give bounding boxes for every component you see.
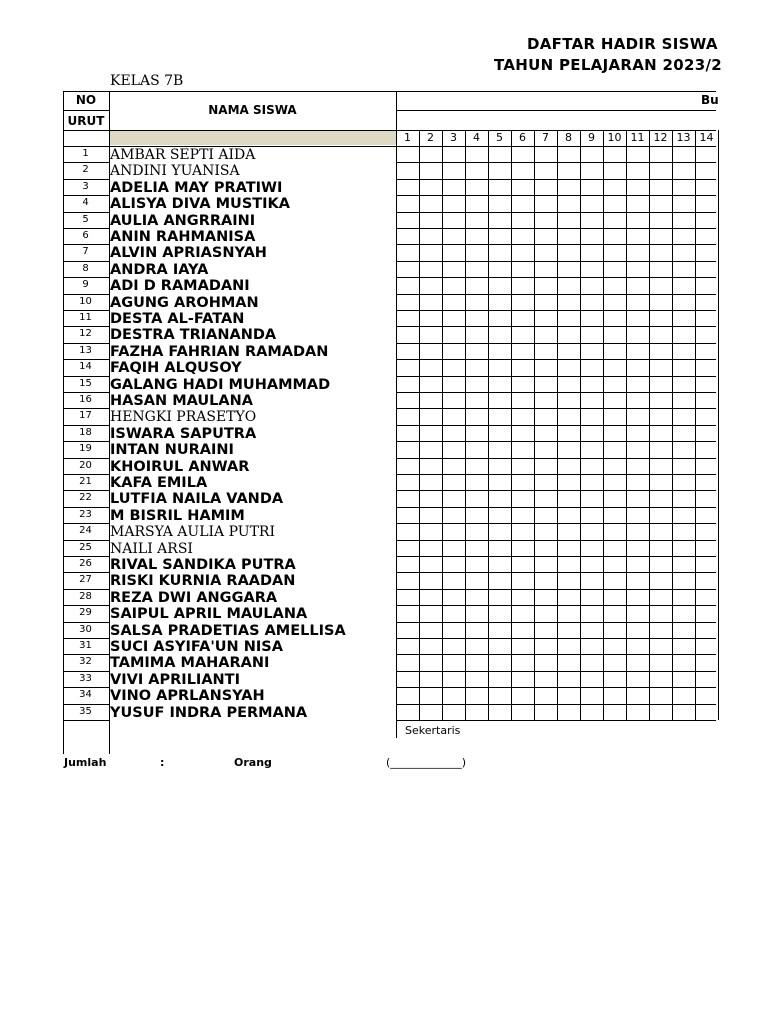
student-name: VINO APRLANSYAH: [110, 688, 265, 705]
row-number: 20: [79, 459, 92, 471]
row-line-days: [396, 572, 716, 573]
header-shade-strip: [109, 130, 396, 145]
row-number: 23: [79, 508, 92, 520]
row-line-days: [396, 458, 716, 459]
day-number: 9: [588, 131, 595, 144]
row-line-days: [396, 294, 716, 295]
row-line-days: [396, 310, 716, 311]
student-name: REZA DWI ANGGARA: [110, 589, 278, 606]
row-line-no: [63, 244, 109, 245]
footer-signature-line: (_____________): [386, 756, 467, 769]
row-number: 29: [79, 607, 92, 619]
student-name: AULIA ANGRRAINI: [110, 212, 256, 229]
student-name: DESTRA TRIANANDA: [110, 327, 277, 344]
row-line-no: [63, 408, 109, 409]
day-number: 5: [496, 131, 503, 144]
row-line-days: [396, 523, 716, 524]
no-urut-divider: [63, 110, 109, 111]
student-name: VIVI APRILIANTI: [110, 671, 240, 688]
row-number: 2: [82, 164, 89, 176]
student-name: KAFA EMILA: [110, 475, 208, 491]
footer-orang-label: Orang: [234, 756, 272, 769]
table-top-border: [63, 91, 716, 92]
day-number: 14: [699, 131, 714, 144]
row-number: 24: [79, 525, 92, 537]
row-line-days: [396, 704, 716, 705]
row-line-no: [63, 605, 109, 606]
row-line-no: [63, 474, 109, 475]
row-line-days: [396, 359, 716, 360]
day-number: 8: [565, 131, 572, 144]
student-name: RISKI KURNIA RAADAN: [110, 573, 296, 590]
row-line-days: [396, 622, 716, 623]
footer-sekertaris-label: Sekertaris: [405, 724, 461, 737]
row-line-days: [396, 671, 716, 672]
row-number: 12: [79, 328, 92, 340]
title-line-1: DAFTAR HADIR SISWA: [527, 35, 718, 53]
row-line-no: [63, 523, 109, 524]
row-line-no: [63, 687, 109, 688]
row-number: 16: [79, 394, 92, 405]
row-line-days: [396, 474, 716, 475]
row-number: 9: [82, 279, 89, 291]
row-line-days: [396, 720, 716, 721]
row-number: 8: [82, 262, 89, 274]
row-line-days: [396, 540, 716, 541]
row-line-no: [63, 228, 109, 229]
row-number: 30: [79, 623, 92, 635]
student-name: M BISRIL HAMIM: [110, 507, 245, 524]
row-number: 22: [79, 492, 92, 504]
row-line-days: [396, 441, 716, 442]
row-line-days: [396, 687, 716, 688]
student-name: NAILI ARSI: [110, 540, 193, 557]
row-number: 18: [79, 426, 92, 438]
header-nama-siswa: NAMA SISWA: [208, 103, 297, 117]
row-number: 19: [79, 443, 92, 455]
student-name: SALSA PRADETIAS AMELLISA: [110, 622, 346, 639]
day-number: 10: [607, 131, 622, 144]
row-number: 5: [82, 213, 89, 225]
row-line-days: [396, 179, 716, 180]
title-line-2: TAHUN PELAJARAN 2023/2: [494, 56, 722, 74]
student-name: ANIN RAHMANISA: [110, 229, 256, 245]
row-line-days: [396, 392, 716, 393]
row-line-no: [63, 326, 109, 327]
row-line-days: [396, 244, 716, 245]
header-bulan: Bu: [701, 93, 719, 107]
row-line-no: [63, 310, 109, 311]
header-urut: URUT: [67, 114, 105, 128]
student-name: ADELIA MAY PRATIWI: [110, 179, 283, 196]
row-line-no: [63, 490, 109, 491]
row-line-days: [396, 425, 716, 426]
row-line-days: [396, 343, 716, 344]
row-number: 6: [82, 230, 89, 241]
row-line-no: [63, 162, 109, 163]
row-line-no: [63, 195, 109, 196]
row-line-days: [396, 162, 716, 163]
row-line-days: [396, 605, 716, 606]
name-column-right-border: [396, 91, 397, 738]
row-number: 17: [79, 410, 92, 422]
header-no: NO: [75, 93, 97, 107]
student-name: AGUNG AROHMAN: [110, 294, 259, 311]
row-number: 25: [79, 541, 92, 553]
student-name: ANDRA IAYA: [110, 261, 209, 278]
student-name: LUTFIA NAILA VANDA: [110, 491, 284, 508]
student-name: MARSYA AULIA PUTRI: [110, 524, 275, 541]
row-line-no: [63, 572, 109, 573]
student-name: GALANG HADI MUHAMMAD: [110, 376, 331, 393]
day-number: 2: [427, 131, 434, 144]
student-name: DESTA AL-FATAN: [110, 311, 245, 327]
student-name: ALISYA DIVA MUSTIKA: [110, 196, 291, 213]
footer-colon: :: [160, 756, 165, 769]
row-number: 4: [82, 197, 89, 209]
row-number: 35: [79, 705, 92, 717]
row-number: 14: [79, 361, 92, 373]
student-name: INTAN NURAINI: [110, 442, 234, 459]
row-line-days: [396, 490, 716, 491]
row-line-days: [396, 228, 716, 229]
student-name: ADI D RAMADANI: [110, 278, 250, 295]
row-line-days: [396, 195, 716, 196]
row-line-days: [396, 261, 716, 262]
student-name: TAMIMA MAHARANI: [110, 655, 270, 672]
day-number: 6: [519, 131, 526, 144]
row-line-no: [63, 441, 109, 442]
row-number: 27: [79, 574, 92, 586]
row-number: 7: [82, 246, 89, 258]
row-line-days: [396, 556, 716, 557]
student-name: SAIPUL APRIL MAULANA: [110, 606, 308, 623]
row-number: 21: [79, 476, 92, 487]
row-line-no: [63, 638, 109, 639]
row-number: 33: [79, 672, 92, 684]
row-number: 15: [79, 377, 92, 389]
footer-jumlah-label: Jumlah: [64, 756, 107, 769]
day-number: 3: [450, 131, 457, 144]
row-line-days: [396, 376, 716, 377]
student-name: ALVIN APRIASNYAH: [110, 245, 267, 262]
student-name: KHOIRUL ANWAR: [110, 458, 250, 475]
row-line-days: [396, 326, 716, 327]
row-number: 26: [79, 558, 92, 569]
row-number: 28: [79, 590, 92, 602]
student-name: RIVAL SANDIKA PUTRA: [110, 557, 296, 573]
student-name: ANDINI YUANISA: [110, 163, 240, 180]
row-line-days: [396, 638, 716, 639]
row-number: 13: [79, 344, 92, 356]
day-number: 11: [630, 131, 645, 144]
student-name: SUCI ASYIFA'UN NISA: [110, 639, 283, 655]
row-line-days: [396, 408, 716, 409]
row-line-no: [63, 277, 109, 278]
row-number: 31: [79, 640, 92, 651]
row-number: 32: [79, 656, 92, 668]
student-name: AMBAR SEPTI AIDA: [110, 147, 256, 163]
row-line-days: [396, 212, 716, 213]
day-number: 4: [473, 131, 480, 144]
row-line-no: [63, 359, 109, 360]
row-number: 11: [79, 312, 92, 323]
day-number: 12: [653, 131, 668, 144]
row-line-no: [63, 556, 109, 557]
day-number: 7: [542, 131, 549, 144]
row-line-no: [63, 720, 109, 721]
row-number: 10: [79, 295, 92, 307]
student-name: HENGKI PRASETYO: [110, 409, 257, 426]
row-line-days: [396, 654, 716, 655]
day-number: 13: [676, 131, 691, 144]
student-name: HASAN MAULANA: [110, 393, 254, 409]
row-number: 1: [82, 148, 89, 159]
day-column-border: [718, 130, 719, 720]
row-line-days: [396, 507, 716, 508]
row-line-no: [63, 392, 109, 393]
day-number: 1: [404, 131, 411, 144]
student-name: YUSUF INDRA PERMANA: [110, 704, 308, 721]
class-label: KELAS 7B: [110, 73, 184, 89]
row-number: 34: [79, 689, 92, 701]
student-name: ISWARA SAPUTRA: [110, 425, 257, 442]
row-number: 3: [82, 180, 89, 192]
row-line-days: [396, 589, 716, 590]
month-header-divider: [396, 110, 716, 111]
row-line-no: [63, 654, 109, 655]
student-name: FAZHA FAHRIAN RAMADAN: [110, 343, 329, 360]
student-name: FAQIH ALQUSOY: [110, 360, 242, 377]
row-line-days: [396, 277, 716, 278]
